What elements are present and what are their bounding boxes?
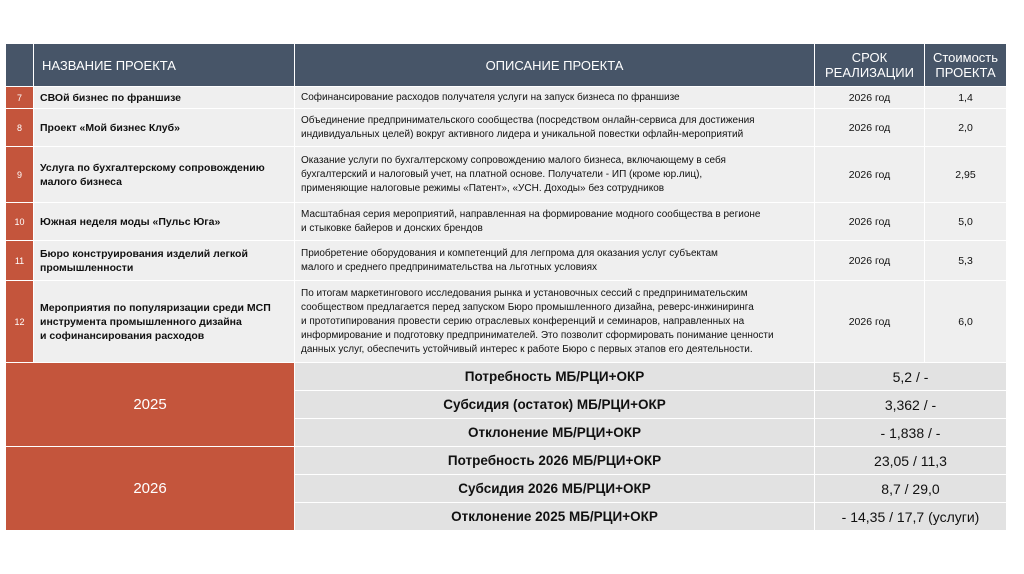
project-row <box>6 109 1007 147</box>
summary-metric-label: Отклонение 2025 МБ/РЦИ+ОКР <box>295 503 815 531</box>
project-description <box>295 109 815 147</box>
project-cost: 2,95 <box>925 147 1007 203</box>
project-name <box>34 281 295 363</box>
header-term-line2: РЕАЛИЗАЦИИ <box>824 65 914 80</box>
project-name-line: Бюро конструирования изделий легкой <box>40 247 248 260</box>
project-term: 2026 год <box>815 109 925 147</box>
project-row <box>6 147 1007 203</box>
project-description-line: Оказание услуги по бухгалтерскому сопровождению малого бизнеса, включающему в себя <box>301 154 726 166</box>
project-name-line: Проект «Мой бизнес Клуб» <box>40 121 180 134</box>
project-row <box>6 87 1007 109</box>
project-term: 2026 год <box>815 147 925 203</box>
project-description-line: информирование и подготовку предпринимателей. Это позволит сформировать понимание ценности <box>301 329 774 341</box>
summary-row <box>6 363 1007 391</box>
project-name-line: СВОй бизнес по франшизе <box>40 91 181 104</box>
row-number: 8 <box>6 109 34 147</box>
summary-metric-value: 5,2 / - <box>815 363 1007 391</box>
header-project-name: НАЗВАНИЕ ПРОЕКТА <box>34 44 295 87</box>
header-cost-line1: Стоимость <box>932 50 999 65</box>
project-description-line: применяющие налоговые режимы «Патент», «УСН. Доходы» без сотрудников <box>301 182 665 194</box>
header-project-description: ОПИСАНИЕ ПРОЕКТА <box>295 44 815 87</box>
summary-rows <box>6 363 1007 531</box>
header-cost-line2: ПРОЕКТА <box>935 65 996 80</box>
header-term <box>815 44 925 87</box>
header-cost <box>925 44 1007 87</box>
project-cost: 6,0 <box>925 281 1007 363</box>
project-row <box>6 241 1007 281</box>
summary-metric-label: Отклонение МБ/РЦИ+ОКР <box>295 419 815 447</box>
project-name-line: инструмента промышленного дизайна <box>40 315 242 328</box>
summary-metric-label: Потребность 2026 МБ/РЦИ+ОКР <box>295 447 815 475</box>
project-name <box>34 241 295 281</box>
summary-year: 2026 <box>6 447 295 531</box>
project-description-line: По итогам маркетингового исследования рынка и установочных сессий с предпринимательским <box>301 287 748 299</box>
row-number: 11 <box>6 241 34 281</box>
project-description <box>295 147 815 203</box>
project-description-line: сообществом предлагается перед запуском Бюро промышленного дизайна, реверс-инжиниринга <box>301 301 754 313</box>
project-term: 2026 год <box>815 203 925 241</box>
projects-table <box>5 43 1007 531</box>
summary-metric-value: - 1,838 / - <box>815 419 1007 447</box>
project-name-line: Мероприятия по популяризации среди МСП <box>40 301 271 314</box>
project-description-line: индивидуальных целей) вокруг активного лидера и уникальной повестки офлайн-мероприятий <box>301 128 744 140</box>
project-description-line: и прототипирования провести серию отраслевых конференций и семинаров, направленных на <box>301 315 745 327</box>
summary-metric-value: 3,362 / - <box>815 391 1007 419</box>
project-description-line: Софинансирование расходов получателя услуги на запуск бизнеса по франшизе <box>301 91 680 103</box>
project-description-line: Масштабная серия мероприятий, направленная на формирование модного сообщества в регионе <box>301 208 761 220</box>
project-name-line: Южная неделя моды «Пульс Юга» <box>40 215 221 228</box>
summary-year: 2025 <box>6 363 295 447</box>
project-term: 2026 год <box>815 241 925 281</box>
project-name <box>34 87 295 109</box>
row-number: 12 <box>6 281 34 363</box>
table-header-row <box>6 44 1007 87</box>
summary-metric-label: Субсидия (остаток) МБ/РЦИ+ОКР <box>295 391 815 419</box>
project-name <box>34 109 295 147</box>
header-term-line1: СРОК <box>851 50 888 65</box>
project-description <box>295 203 815 241</box>
header-corner-cell <box>6 44 34 87</box>
project-description-line: бухгалтерский и налоговый учет, на платной основе. Получатели - ИП (кроме юр.лиц), <box>301 168 703 180</box>
row-number: 10 <box>6 203 34 241</box>
project-term: 2026 год <box>815 87 925 109</box>
project-description <box>295 281 815 363</box>
project-description-line: малого и среднего предпринимательства на льготных условиях <box>301 261 598 273</box>
project-name <box>34 147 295 203</box>
summary-metric-value: 23,05 / 11,3 <box>815 447 1007 475</box>
project-term: 2026 год <box>815 281 925 363</box>
row-number: 7 <box>6 87 34 109</box>
project-description-line: Приобретение оборудования и компетенций для легпрома для оказания услуг субъектам <box>301 247 718 259</box>
summary-row <box>6 447 1007 475</box>
project-rows <box>6 87 1007 363</box>
project-row <box>6 203 1007 241</box>
project-description <box>295 87 815 109</box>
project-cost: 5,3 <box>925 241 1007 281</box>
row-number: 9 <box>6 147 34 203</box>
project-cost: 2,0 <box>925 109 1007 147</box>
project-name-line: малого бизнеса <box>40 175 122 188</box>
project-cost: 5,0 <box>925 203 1007 241</box>
summary-metric-label: Потребность МБ/РЦИ+ОКР <box>295 363 815 391</box>
summary-metric-label: Субсидия 2026 МБ/РЦИ+ОКР <box>295 475 815 503</box>
project-name <box>34 203 295 241</box>
project-description-line: и стыковке байеров и донских брендов <box>301 222 483 234</box>
project-name-line: Услуга по бухгалтерскому сопровождению <box>40 161 265 174</box>
project-row <box>6 281 1007 363</box>
project-name-line: и софинансирования расходов <box>40 329 205 342</box>
project-name-line: промышленности <box>40 261 134 274</box>
project-description-line: данных услуг, обеспечить устойчивый интерес к работе Бюро с первых этапов его деятельности. <box>301 343 753 355</box>
project-description <box>295 241 815 281</box>
project-cost: 1,4 <box>925 87 1007 109</box>
summary-metric-value: 8,7 / 29,0 <box>815 475 1007 503</box>
summary-metric-value: - 14,35 / 17,7 (услуги) <box>815 503 1007 531</box>
project-description-line: Объединение предпринимательского сообщества (посредством онлайн-сервиса для достижения <box>301 114 755 126</box>
